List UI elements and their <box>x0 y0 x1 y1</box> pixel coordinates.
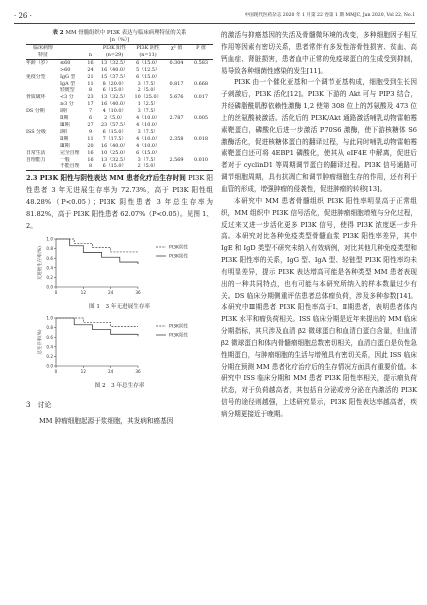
table-cell: 0.668 <box>193 80 208 87</box>
table-cell: 13（32.5） <box>101 94 128 101</box>
table-cell <box>26 122 60 129</box>
table-header-cell <box>189 52 213 59</box>
table-cell <box>164 150 189 157</box>
section-2-3-body: PI3K 阳性患者 3 年无进展生存率为 72.73%，高于 PI3K 阳性组 48.28%（P<0.05）；PI3K 阴性患者 3 年总生存率为 81.82%，高于 PI3K 阳性患者 62.07%（P<0.05）。见图 1、2。 <box>26 174 213 230</box>
table-row <box>26 157 213 164</box>
y-tick-label: 1.0 <box>46 236 53 242</box>
table-cell: 0.010 <box>193 156 208 163</box>
table-header-cell: χ² 值 <box>170 45 183 51</box>
paragraph-3: 本研究中 MM 患者骨髓组织 PI3K 阳性率明显高于正常组织，MM 组织中 PI3K 信号活化，促进肿瘤细胞增殖与分化过程，反过来又进一步活化更多 PI3K 信号，使得 PI3K 浓度逐一步升高。本研究对比各种免疫类型骨髓血浆 PI3K 阳性率差异，其中 IgE 和 IgD 类型不研究未纳入有效病例，对比其他几种免疫类型和 PI3K 阳性率的关系，IgG 型、IgA 型、轻链型 PI3K 阳性率均未有明显差异，提示 PI3K 表达增高可能是各种类型 MM 患者表现出的一种共同特点，也有可能与本研究所纳入的样本数量过少有关。DS 临床分期侧重评估患者总体瘤负荷，涉及多种参数[14]。本研究中Ⅲ期患者 PI3K 阳性率高于Ⅰ、Ⅱ期患者，表明患者体内 PI3K 水平和瘤负荷相关。ISS 临床分期是近年来提出的 MM 临床分期指标，其只涉及血清 β2 微球蛋白和血清白蛋白含量，但血清 β2 微球蛋白和体内骨髓瘤细胞总数密切相关，血清白蛋白是负性急性期蛋白，与肿瘤细胞的生活与增殖具有密切关系，因此 ISS 临床分期在预测 MM 患者化疗治疗后的生存情况方面具有重要价值。本研究中 ISS 临床分期和 MM 患者 PI3K 阳性率相关，提示瘤负荷状态，对于负荷越高者，其包括自分泌或旁分泌在内激活的 PI3K 信号的途径则越强，上述研究显示，PI3K 阳性表达率越高者，疾病分期更接近于晚期。 <box>221 196 417 418</box>
table-header-cell: PI3K 阴性 <box>136 45 160 51</box>
x-tick-label: 36 <box>135 368 141 374</box>
table-cell: 23 <box>87 94 94 101</box>
table-header-row <box>26 52 213 59</box>
section-3-heading: 3 讨论 <box>26 400 52 409</box>
table-header-cell <box>164 52 189 59</box>
table-header-cell: (n=29) <box>105 51 124 58</box>
table-cell <box>164 129 189 136</box>
figure-2 <box>26 312 213 382</box>
table-cell: 7 <box>88 108 93 115</box>
table-cell: 4（10.0） <box>136 135 160 142</box>
table-cell: DS 分期 <box>26 108 45 115</box>
table-cell: 16 <box>87 149 94 156</box>
table-cell <box>164 108 189 115</box>
table-header-cell: (n=11) <box>139 51 157 58</box>
x-tick-label: 0 <box>54 368 58 374</box>
right-column <box>221 30 417 421</box>
table-cell <box>26 115 60 122</box>
x-tick-label: 12 <box>80 368 87 374</box>
table-cell: 完全自理 <box>60 149 80 156</box>
table-cell: 4（10.0） <box>136 121 160 128</box>
table-header-cell <box>60 45 84 52</box>
table-cell <box>189 67 213 74</box>
table-row <box>26 94 213 101</box>
table-row <box>26 136 213 143</box>
table-header-cell: 临床病理 <box>33 45 53 51</box>
table-cell <box>189 122 213 129</box>
table-cell: 6 <box>88 115 93 122</box>
table-row <box>26 74 213 81</box>
paragraph-2: PI3K 由一个催化亚基和一个调节亚基构成，细胞受到生长因子刺激后，PI3K 活化[12]。PI3K 下游的 Akt 可与 PIP3 结合，并经磷脂酰肌醇依赖性激酶 1,2 使第 308 位上的苏氨酸及 473 位上的丝氨酸被激活。活化后的 PI3K/Akt 通路激活哺乳动物雷帕霉素靶蛋白，磷酸化后进一步激活 P70S6 激酶，使下游核糖体 S6 激酶活化，促进核糖体蛋白的翻译过程，与此同时哺乳动物雷帕霉素靶蛋白还可将 4EBP1 磷酸化，使其从 eIF4E 中解离，促进后者对于 cyclinD1 等周期调节蛋白的翻译过程。PI3K 信号通路可调节细胞周期，具有抗凋亡和调节肿瘤细胞生存的作用，还有利于血管的形成，增强肿瘤的侵袭性，促进肿瘤的转移[13]。 <box>221 78 417 193</box>
series-line-pi3k-positive <box>56 318 138 336</box>
y-axis-label: 总生存率(%) <box>38 328 43 355</box>
table-cell: >60 <box>60 66 71 73</box>
y-tick-label: 0.6 <box>46 255 53 261</box>
figure-1 <box>26 233 213 303</box>
table-cell <box>164 122 189 129</box>
table-cell: 5.676 <box>169 94 184 101</box>
table-cell: 16（40.0） <box>101 66 128 73</box>
table-cell: 4（10.0） <box>102 108 127 115</box>
table-cell: 20 <box>87 142 94 149</box>
table-cell: 骨质破坏 <box>26 94 46 101</box>
table-cell <box>164 143 189 150</box>
table-cell <box>26 143 60 150</box>
table-cell: 2（5.0） <box>104 115 125 122</box>
table-cell: 16（40.0） <box>101 101 128 108</box>
table-cell: 1（2.5） <box>137 101 159 108</box>
table-header-row <box>26 45 213 52</box>
table-cell: IgA 型 <box>60 80 76 87</box>
table-cell: 10（25.0） <box>134 94 162 101</box>
table-row <box>26 59 213 66</box>
table-cell: 11 <box>87 135 94 142</box>
pfs-chart <box>26 233 213 303</box>
table-cell: 5（12.5） <box>136 66 160 73</box>
table-cell <box>164 74 189 81</box>
x-tick-label: 12 <box>80 289 87 295</box>
table-cell: IgG 型 <box>60 73 76 80</box>
y-tick-label: 0.8 <box>46 245 53 251</box>
section-2-3-heading: 2.3 PI3K 阳性与阴性表达 MM 患者化疗后生存时间 <box>26 174 186 183</box>
table-cell <box>189 108 213 115</box>
table-cell: 日常生活 <box>26 149 46 156</box>
y-tick-label: 0.2 <box>46 274 53 280</box>
table-cell: Ⅱ期 <box>60 135 69 142</box>
table-cell: 轻链型 <box>60 87 75 94</box>
table-cell: 9 <box>88 128 93 135</box>
table-header-cell: 特征 <box>38 51 48 58</box>
table-cell: 16 <box>87 59 94 66</box>
table-cell: Ⅲ期 <box>60 142 70 149</box>
table-cell: 0.018 <box>193 135 208 142</box>
clinical-table <box>26 44 213 171</box>
table-head <box>26 45 213 60</box>
table-header-cell <box>60 52 84 59</box>
section-3-body: MM 肿瘤细胞起源于浆细胞，其发病和癌基因 <box>39 416 174 425</box>
x-tick-label: 0 <box>54 289 58 295</box>
table-header-cell: P 值 <box>196 45 206 51</box>
y-tick-label: 1.0 <box>46 315 53 321</box>
table-cell <box>189 143 213 150</box>
page-number: · 26 · <box>14 12 32 20</box>
table-cell: 24 <box>87 66 94 73</box>
legend-label: PI3K阳性 <box>169 254 189 260</box>
table-cell: Ⅰ期 <box>60 128 67 135</box>
y-tick-label: 0.0 <box>46 284 53 290</box>
table-cell: 0.817 <box>169 80 184 87</box>
table-cell: 0.304 <box>169 59 184 66</box>
table-cell: 8 <box>84 163 97 170</box>
table-cell: 4（10.0） <box>136 115 160 122</box>
table-cell: 6（15.0） <box>102 128 127 135</box>
table-cell <box>164 101 189 108</box>
table-cell: 6（15.0） <box>136 149 160 156</box>
y-tick-label: 0.2 <box>46 353 53 359</box>
table-cell: 年龄（岁） <box>26 59 51 66</box>
table-cell: 2（5.0） <box>132 163 164 170</box>
table-cell: <3 分 <box>60 94 74 101</box>
table-cell: 27 <box>87 121 94 128</box>
x-tick-label: 24 <box>107 289 114 295</box>
table-cell: 0.005 <box>193 115 208 122</box>
table-row <box>26 108 213 115</box>
os-chart <box>26 312 213 382</box>
header-rule <box>14 23 415 24</box>
table-row <box>26 87 213 94</box>
table-cell: Ⅰ期 <box>60 108 67 115</box>
table-cell <box>26 163 60 170</box>
table-cell <box>26 67 60 74</box>
table-cell <box>164 163 189 170</box>
table-cell: 自理能力 <box>26 156 46 163</box>
table-number: 表 2 <box>52 30 64 36</box>
table-cell: 6（15.0） <box>97 163 132 170</box>
table-cell: 13（32.5） <box>101 156 128 163</box>
table-cell <box>26 136 60 143</box>
table-row <box>26 115 213 122</box>
table-cell: 4（10.0） <box>136 142 160 149</box>
table-cell <box>189 163 213 170</box>
table-header-cell: PI3K 阳性 <box>102 45 127 51</box>
table-cell <box>189 74 213 81</box>
journal-header: 中国现代医药杂志 2020 年 1 月第 22 卷第 1 期 MMJC, Jan 2020, Vol 22, No.1 <box>244 13 415 18</box>
table-title <box>26 30 213 37</box>
table-cell: 23（57.5） <box>101 121 128 128</box>
y-tick-label: 0.0 <box>46 363 53 369</box>
table-header-cell: n <box>88 51 93 58</box>
table-header-cell <box>84 45 97 52</box>
table-cell: 17 <box>87 101 94 108</box>
section-2-3 <box>26 173 213 232</box>
table-cell <box>26 101 60 108</box>
table-cell: 6（15.0） <box>102 87 127 94</box>
table-cell: 3（7.5） <box>137 156 159 163</box>
table-cell: 13（32.5） <box>101 59 128 66</box>
table-cell: 6（15.0） <box>136 73 160 80</box>
table-cell <box>26 81 60 88</box>
legend-label: PI3K阳性 <box>169 333 189 339</box>
x-tick-label: 36 <box>135 289 141 295</box>
table-cell: 6（15.0） <box>136 59 160 66</box>
table-cell: 0.583 <box>193 59 208 66</box>
table-cell <box>189 101 213 108</box>
table-cell: 15（37.5） <box>101 73 128 80</box>
table-cell <box>26 87 60 94</box>
table-subtitle: [n（%）] <box>109 37 130 43</box>
table-row <box>26 101 213 108</box>
table-cell: 8（20.0） <box>102 80 127 87</box>
series-line-pi3k-negative <box>56 239 138 252</box>
table-row <box>26 122 213 129</box>
table-cell: 2.358 <box>169 135 184 142</box>
table-row <box>26 129 213 136</box>
table-cell <box>189 129 213 136</box>
paragraph-1: 的激活与抑癌基因的失活及骨髓微环境的改变，多种细胞因子相互作用等因素有密切关系，患者常伴有多发性溶骨性损害、贫血、高钙血症、肾脏损害，患者血中正常的免疫球蛋白的生成受到抑制，易导致各种细菌性感染的发生[11]。 <box>221 31 417 75</box>
table-cell: 不能自理 <box>60 163 84 170</box>
table-row <box>26 143 213 150</box>
table-cell: 0.017 <box>193 94 208 101</box>
table-row <box>26 163 213 170</box>
series-line-pi3k-positive <box>56 239 138 264</box>
table-cell <box>189 87 213 94</box>
table-body <box>26 59 213 171</box>
table-row <box>26 150 213 157</box>
table-cell <box>189 150 213 157</box>
series-line-pi3k-negative <box>56 318 138 327</box>
figure-1-caption: 图 1 3 年无进展生存率 <box>88 303 151 310</box>
y-axis-label: 无进展生存率(%) <box>38 245 43 280</box>
table-cell: 3（7.5） <box>137 108 159 115</box>
table-cell: ≥3 分 <box>60 101 74 108</box>
table-cell: 10（25.0） <box>101 149 128 156</box>
table-cell: 一般 <box>60 156 70 163</box>
table-cell: Ⅲ期 <box>60 121 70 128</box>
table-cell: 11 <box>87 80 94 87</box>
table-cell: 2.787 <box>169 115 184 122</box>
table-cell <box>164 67 189 74</box>
table-cell: 2.569 <box>169 156 184 163</box>
table-cell: 16（40.0） <box>101 142 128 149</box>
y-tick-label: 0.4 <box>46 264 53 270</box>
table-row <box>26 81 213 88</box>
y-tick-label: 0.8 <box>46 324 53 330</box>
table-cell: 3（7.5） <box>137 80 159 87</box>
x-tick-label: 24 <box>107 368 114 374</box>
table-cell: 7（17.5） <box>102 135 127 142</box>
y-tick-label: 0.4 <box>46 343 53 349</box>
table-row <box>26 67 213 74</box>
legend-label: PI3K阴性 <box>169 324 189 330</box>
table-cell: ≤60 <box>60 59 71 66</box>
table-cell: 21 <box>87 73 94 80</box>
legend-label: PI3K阴性 <box>169 245 189 251</box>
table-cell: Ⅱ期 <box>60 115 69 122</box>
table-cell: ISS 分级 <box>26 128 46 135</box>
table-cell: 3（7.5） <box>137 128 159 135</box>
y-tick-label: 0.6 <box>46 334 53 340</box>
table-title-text: MM 骨髓组织中 PI3K 表达与临床病理特征的关系 <box>65 30 187 36</box>
table-cell: 16 <box>87 156 94 163</box>
figure-2-caption: 图 2 3 年总生存率 <box>94 382 145 389</box>
left-column <box>26 30 213 427</box>
table-cell: 免疫分型 <box>26 73 46 80</box>
table-cell <box>164 87 189 94</box>
table-cell: 8 <box>88 87 93 94</box>
table-cell: 2（5.0） <box>137 87 159 94</box>
